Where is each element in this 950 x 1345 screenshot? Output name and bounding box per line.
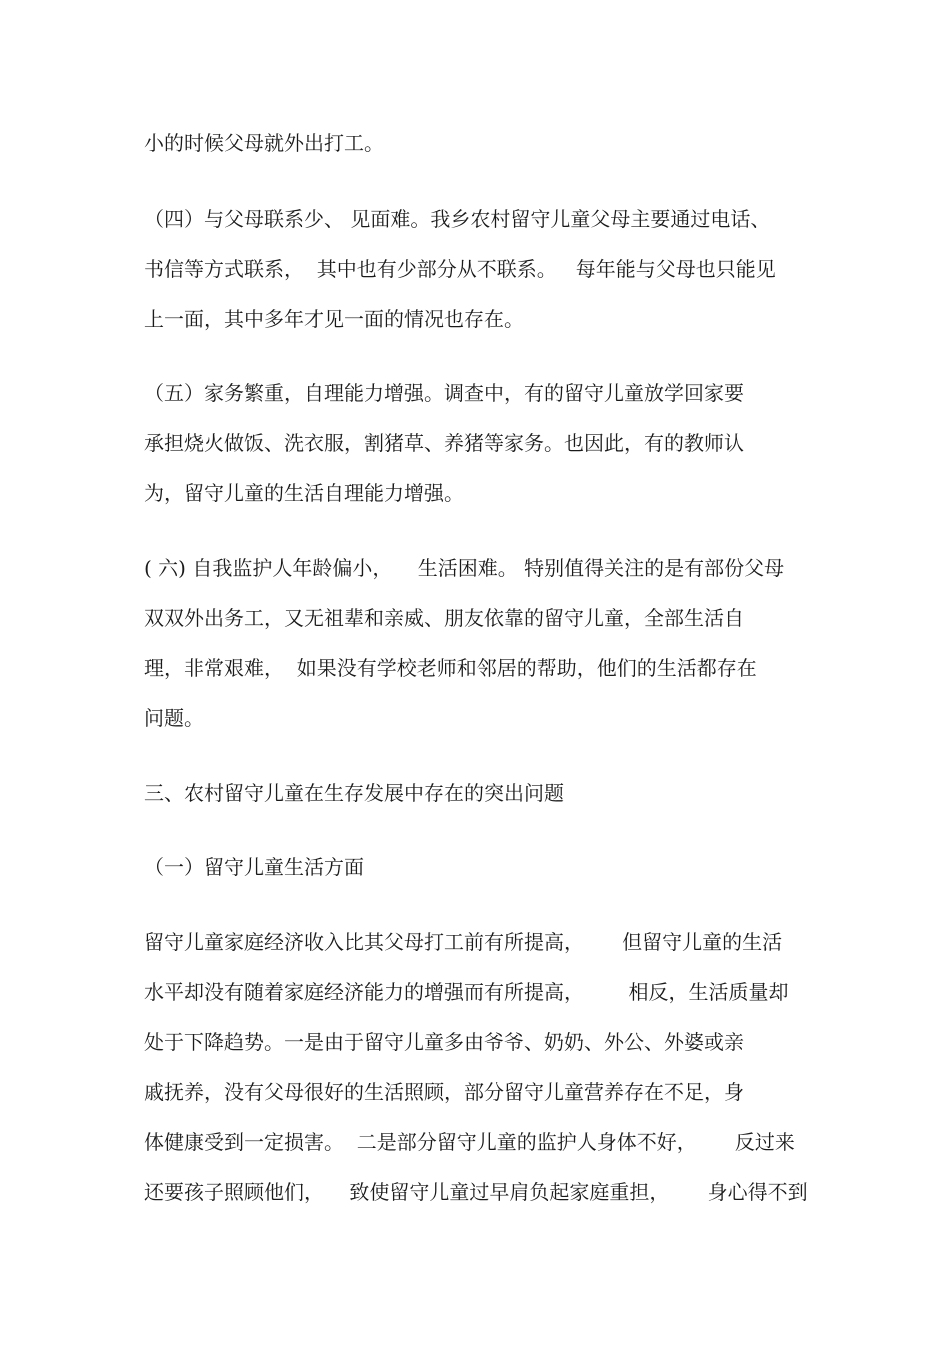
text-line: 处于下降趋势。一是由于留守儿童多由爷爷、奶奶、外公、外婆或亲	[144, 1030, 744, 1054]
text-line: 书信等方式联系， 其中也有少部分从不联系。 每年能与父母也只能见	[144, 257, 776, 281]
text-line: 体健康受到一定损害。 二是部分留守儿童的监护人身体不好， 反过来	[144, 1130, 795, 1154]
text-line: （四）与父母联系少、 见面难。我乡农村留守儿童父母主要通过电话、	[144, 207, 771, 231]
text-line: 还要孩子照顾他们， 致使留守儿童过早肩负起家庭重担， 身心得不到	[144, 1180, 808, 1204]
text-line: 双双外出务工，又无祖辈和亲威、朋友依靠的留守儿童，全部生活自	[144, 606, 744, 630]
subsection-heading: （一）留守儿童生活方面	[144, 855, 364, 879]
text-line: 水平却没有随着家庭经济能力的增强而有所提高， 相反，生活质量却	[144, 980, 789, 1004]
text-line: （五）家务繁重，自理能力增强。调查中，有的留守儿童放学回家要	[144, 381, 744, 405]
text-line: ( 六) 自我监护人年龄偏小， 生活困难。 特别值得关注的是有部份父母	[144, 556, 785, 580]
text-line: 上一面，其中多年才见一面的情况也存在。	[144, 307, 524, 331]
text-line: 承担烧火做饭、洗衣服，割猪草、养猪等家务。也因此，有的教师认	[144, 431, 744, 455]
text-line: 小的时候父母就外出打工。	[144, 131, 384, 155]
text-line: 问题。	[144, 706, 204, 730]
section-heading: 三、农村留守儿童在生存发展中存在的突出问题	[144, 781, 564, 805]
text-line: 理，非常艰难， 如果没有学校老师和邻居的帮助，他们的生活都存在	[144, 656, 757, 680]
text-line: 留守儿童家庭经济收入比其父母打工前有所提高， 但留守儿童的生活	[144, 930, 783, 954]
text-line: 戚抚养，没有父母很好的生活照顾，部分留守儿童营养存在不足，身	[144, 1080, 744, 1104]
text-line: 为，留守儿童的生活自理能力增强。	[144, 481, 464, 505]
